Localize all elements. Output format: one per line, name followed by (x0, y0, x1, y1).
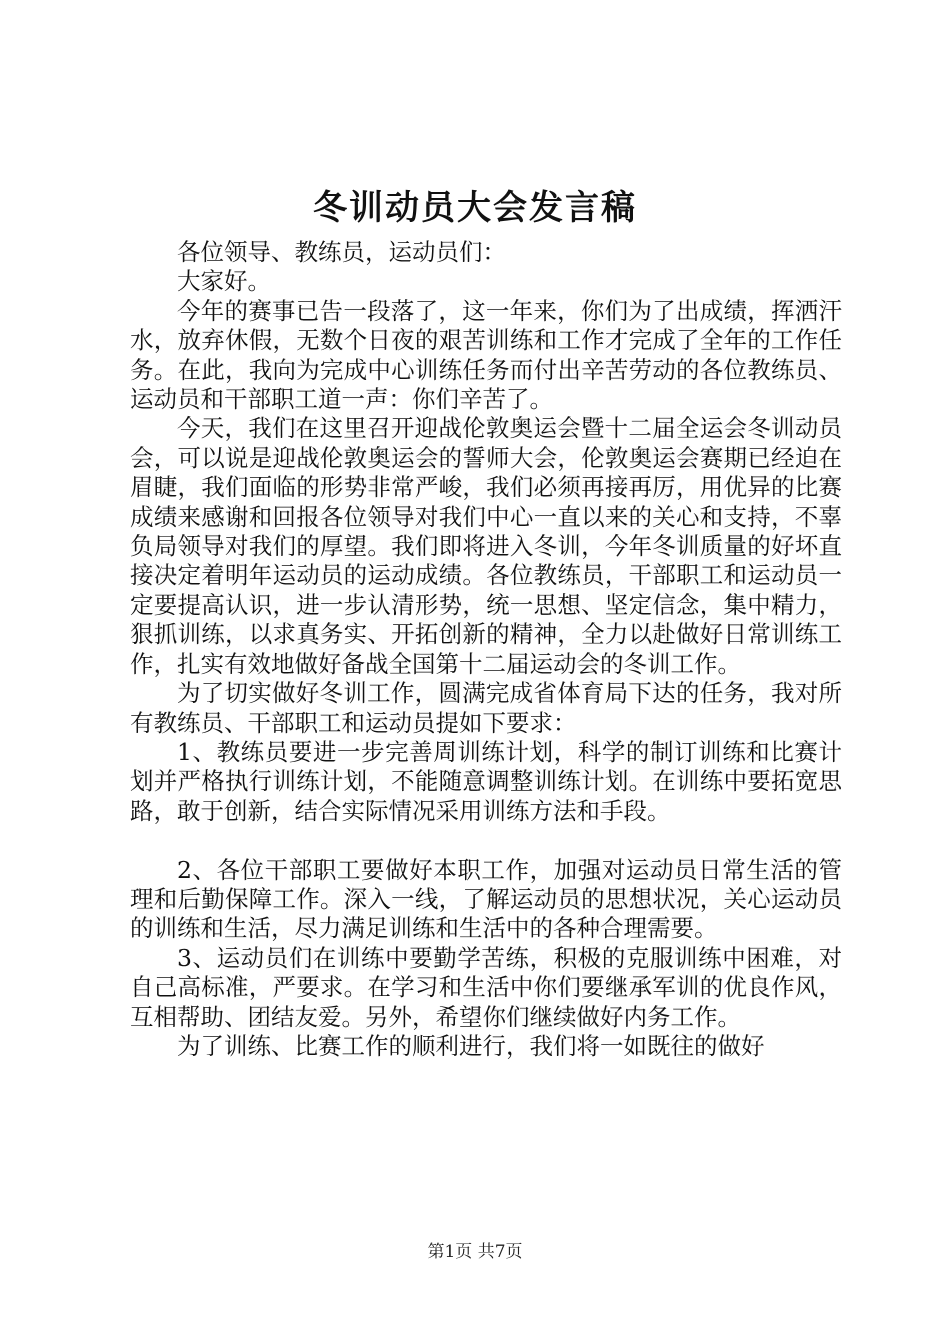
paragraph: 今天，我们在这里召开迎战伦敦奥运会暨十二届全运会冬训动员会，可以说是迎战伦敦奥运会的誓师大会，伦敦奥运会赛期已经迫在眉睫，我们面临的形势非常严峻，我们必须再接再厉，用优异的比赛成绩来感谢和回报各位领导对我们中心一直以来的关心和支持，不辜负局领导对我们的厚望。我们即将进入冬训，今年冬训质量的好坏直接决定着明年运动员的运动成绩。各位教练员，干部职工和运动员一定要提高认识，进一步认清形势，统一思想、坚定信念，集中精力，狠抓训练，以求真务实、开拓创新的精神，全力以赴做好日常训练工作，扎实有效地做好备战全国第十二届运动会的冬训工作。 (130, 414, 842, 678)
requirement-item-1: 1、教练员要进一步完善周训练计划，科学的制订训练和比赛计划并严格执行训练计划，不能随意调整训练计划。在训练中要拓宽思路，敢于创新，结合实际情况采用训练方法和手段。 (130, 737, 842, 825)
paragraph: 为了切实做好冬训工作，圆满完成省体育局下达的任务，我对所有教练员、干部职工和运动员提如下要求： (130, 679, 842, 737)
requirement-item-2: 2、各位干部职工要做好本职工作，加强对运动员日常生活的管理和后勤保障工作。深入一线，了解运动员的思想状况，关心运动员的训练和生活，尽力满足训练和生活中的各种合理需要。 (130, 855, 842, 943)
greeting: 大家好。 (177, 267, 271, 296)
salutation: 各位领导、教练员，运动员们： (177, 238, 506, 266)
page-number: 第1页 共7页 (427, 1242, 523, 1262)
paragraph: 为了训练、比赛工作的顺利进行，我们将一如既往的做好 (177, 1031, 765, 1060)
requirement-item-3: 3、运动员们在训练中要勤学苦练，积极的克服训练中困难，对自己高标准，严要求。在学习和生活中你们要继承军训的优良作风，互相帮助、团结友爱。另外，希望你们继续做好内务工作。 (130, 943, 842, 1031)
document-title: 冬训动员大会发言稿 (313, 188, 637, 228)
paragraph: 今年的赛事已告一段落了，这一年来，你们为了出成绩，挥洒汗水，放弃休假，无数个日夜的艰苦训练和工作才完成了全年的工作任务。在此，我向为完成中心训练任务而付出辛苦劳动的各位教练员、运动员和干部职工道一声：你们辛苦了。 (130, 296, 842, 414)
document-body (130, 238, 842, 1061)
